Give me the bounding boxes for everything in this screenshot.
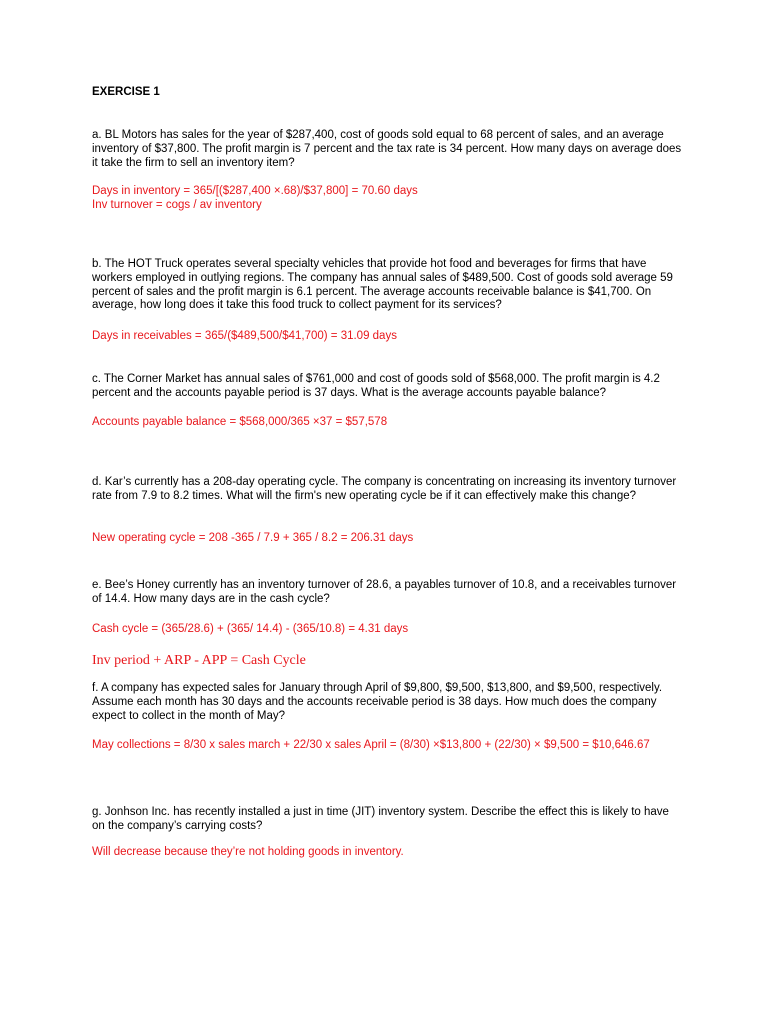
answer-f: May collections = 8/30 x sales march + 22/30 x sales April = (8/30) ×$13,800 + (22/30) × $9,500 = $10,646.67 [92, 739, 650, 751]
exercise-heading: EXERCISE 1 [92, 86, 160, 98]
question-c: c. The Corner Market has annual sales of $761,000 and cost of goods sold of $568,000. The profit margin is 4.2 percent and the accounts payable period is 37 days. What is the average accounts payable balance? [92, 373, 660, 399]
question-g: g. Jonhson Inc. has recently installed a just in time (JIT) inventory system. Describe the effect this is likely to have on the company’s carrying costs? [92, 806, 669, 832]
question-b: b. The HOT Truck operates several specialty vehicles that provide hot food and beverages for firms that have workers employed in outlying regions. The company has annual sales of $489,500. Cost of goods sold average 59 percent of sales and the profit margin is 6.1 percent. The average accounts receivable balance is $41,700. On average, how long does it take this food truck to collect payment for its services? [92, 258, 673, 312]
answer-e: Cash cycle = (365/28.6) + (365/ 14.4) - (365/10.8) = 4.31 days [92, 623, 409, 635]
cash-cycle-formula-note: Inv period + ARP - APP = Cash Cycle [92, 653, 306, 668]
answer-b: Days in receivables = 365/($489,500/$41,700) = 31.09 days [92, 330, 397, 342]
answer-g: Will decrease because they’re not holding goods in inventory. [92, 846, 404, 858]
answer-a-1: Days in inventory = 365/[($287,400 ×.68)/$37,800] = 70.60 days [92, 185, 418, 197]
question-e: e. Bee’s Honey currently has an inventory turnover of 28.6, a payables turnover of 10.8, and a receivables turnover of 14.4. How many days are in the cash cycle? [92, 579, 677, 605]
answer-a-2: Inv turnover = cogs / av inventory [92, 199, 262, 211]
question-a: a. BL Motors has sales for the year of $287,400, cost of goods sold equal to 68 percent of sales, and an average inventory of $37,800. The profit margin is 7 percent and the tax rate is 34 percent. How many days on average does it take the firm to sell an inventory item? [92, 129, 682, 169]
answer-c: Accounts payable balance = $568,000/365 ×37 = $57,578 [92, 416, 388, 428]
question-d: d. Kar’s currently has a 208-day operating cycle. The company is concentrating on increasing its inventory turnover rate from 7.9 to 8.2 times. What will the firm's new operating cycle be if it can effectively make this change? [92, 476, 677, 502]
question-f: f. A company has expected sales for January through April of $9,800, $9,500, $13,800, and $9,500, respectively. Assume each month has 30 days and the accounts receivable period is 38 days. How much does the company expect to collect in the month of May? [92, 682, 663, 722]
answer-d: New operating cycle = 208 -365 / 7.9 + 365 / 8.2 = 206.31 days [92, 532, 414, 544]
